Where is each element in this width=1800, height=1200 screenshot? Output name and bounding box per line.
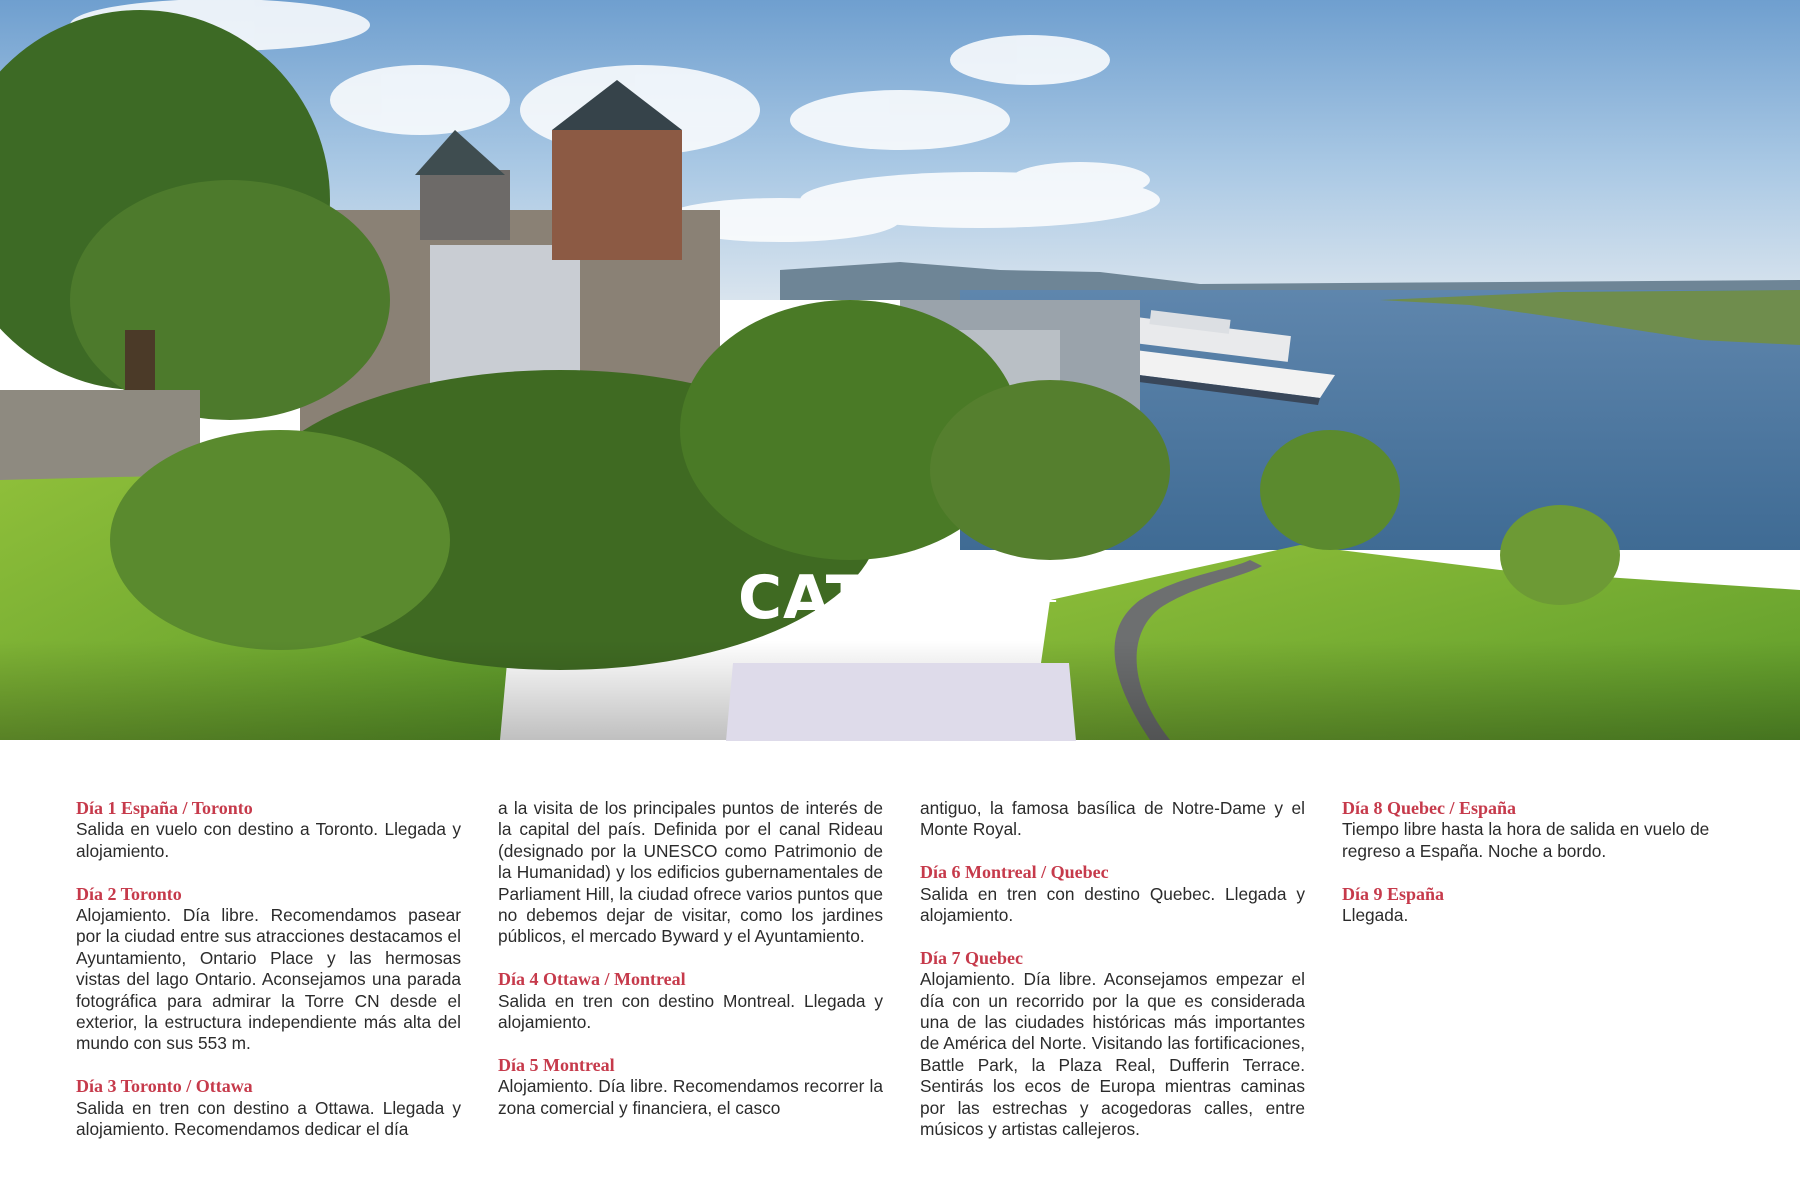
itinerary-column-2 — [498, 798, 883, 1140]
day-text: Llegada. — [1342, 905, 1409, 926]
day-entry — [76, 798, 461, 862]
day-title: Día 4 Ottawa / Montreal — [498, 969, 686, 990]
day-entry — [920, 862, 1305, 926]
catai-logo — [738, 563, 1071, 633]
day-entry — [76, 884, 461, 1055]
day-title: Día 9 España — [1342, 883, 1445, 904]
itinerary — [76, 798, 1726, 1158]
day-title: Día 7 Quebec — [920, 947, 1023, 968]
day-text: Salida en vuelo con destino a Toronto. Llegada y alojamiento. — [76, 819, 461, 861]
brand-name: CATAI — [738, 563, 934, 633]
day-text: Salida en tren con destino Montreal. Llegada y alojamiento. — [498, 990, 883, 1033]
day-entry — [498, 969, 883, 1033]
tagline-line: MUNDO QUE — [945, 590, 1059, 606]
day-text: a la visita de los principales puntos de interés de la capital del país. Definida por el canal Rideau (designado por la UNESCO como Patrimonio de la Humanidad) y los edificios gubernamentales de Parliament Hill, la ciudad ofrece varios puntos que no debemos dejar de visitar, como los jardines públicos, el mercado Byward y el Ayuntamiento. — [498, 798, 883, 947]
day-entry — [76, 1076, 461, 1140]
itinerary-column-1 — [76, 798, 461, 1162]
day-entry — [498, 1055, 883, 1119]
itinerary-column-3 — [920, 798, 1305, 1162]
tagline-line: DESCUBRE EL — [945, 574, 1071, 590]
day-continuation — [920, 798, 1305, 841]
day-title: Día 6 Montreal / Quebec — [920, 862, 1109, 883]
day-text: Salida en tren con destino Quebec. Llegada y alojamiento. — [920, 883, 1305, 926]
day-text: Salida en tren con destino a Ottawa. Llegada y alojamiento. Recomendamos dedicar el día — [76, 1097, 461, 1140]
day-text: Alojamiento. Día libre. Recomendamos pasear por la ciudad entre sus atracciones destacamos el Ayuntamiento, Ontario Place y las hermosas vistas del lago Ontario. Aconsejamos una parada fotográfica para admirar la Torre CN desde el exterior, la estructura independiente más alta del mundo con sus 553 m. — [76, 905, 461, 1054]
day-entry — [1342, 798, 1727, 862]
day-title: Día 1 España / Toronto — [76, 798, 253, 818]
day-continuation — [498, 798, 883, 948]
day-text: antiguo, la famosa basílica de Notre-Dame y el Monte Royal. — [920, 798, 1305, 840]
day-title: Día 3 Toronto / Ottawa — [76, 1076, 253, 1097]
day-entry — [1342, 884, 1727, 927]
day-title: Día 2 Toronto — [76, 883, 182, 904]
day-text: Tiempo libre hasta la hora de salida en vuelo de regreso a España. Noche a bordo. — [1342, 819, 1710, 861]
tagline-line: IMAGINAS — [945, 606, 1038, 622]
day-text: Alojamiento. Día libre. Aconsejamos empezar el día con un recorrido por la que es considerada una de las ciudades históricas más importantes de América del Norte. Visitando las fortificaciones, Battle Park, la Plaza Real, Dufferin Terrace. Sentirás los ecos de Europa mientras caminas por las estrechas y acogedoras calles, entre músicos y artistas callejeros. — [920, 969, 1305, 1140]
day-text: Alojamiento. Día libre. Recomendamos recorrer la zona comercial y financiera, el casco — [498, 1076, 883, 1118]
day-entry — [920, 948, 1305, 1141]
decorative-tab-shape — [726, 663, 1076, 741]
day-title: Día 5 Montreal — [498, 1054, 615, 1075]
itinerary-column-4 — [1342, 798, 1727, 948]
brand-tagline — [946, 574, 1070, 622]
day-title: Día 8 Quebec / España — [1342, 798, 1517, 818]
